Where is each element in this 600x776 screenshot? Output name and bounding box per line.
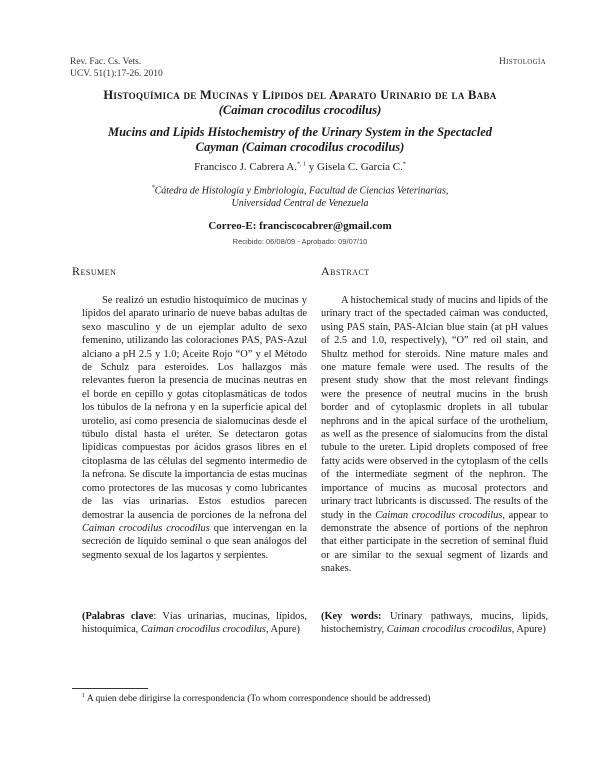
- abstract-heading: Abstract: [321, 264, 370, 278]
- abstract-text-a: A histochemical study of mucins and lipids of the urinary tract of the spectaded caiman was conducted, using PAS stain, PAS-Alcian blue stain (at pH values of 2.5 and 1.0, respectively), “O” red oil stain, and Shultz method for steroids. Nine mature males and one mature female were used. The results of the present study show that the most relevant findings were the presence of neutral mucins in the brush border and of cytoplasmic droplets in all tubular nephrons and in the apical surface of the urothelium, as well as the presence of sialomucins from the distal tubule to the ureter. Lipid droplets composed of free fatty acids were observed in the cytoplasm of the cells of the intermediate segment of the nephron. The importance of mucins as mucosal protectors and urinary tract lubricants is discussed. The results of the study in the: [321, 295, 548, 521]
- author-first-mark: *, 1: [297, 161, 307, 168]
- keywords-spanish: [82, 610, 307, 637]
- footnote-text: A quien debe dirigirse la correspondencia (To whom correspondence should be addressed): [85, 694, 431, 705]
- keywords-es-species: Caiman crocodilus crocodilus: [140, 624, 266, 636]
- keywords-en-text: Urinary pathways, mucins, lipids, histochemistry,: [321, 611, 548, 636]
- abstract-species: Caiman crocodilus crocodilus: [375, 509, 503, 521]
- english-title-line2: Cayman (Caiman crocodilus crocodilus): [195, 140, 405, 154]
- resumen-body: [82, 294, 307, 562]
- keywords-es-text: Vías urinarias, mucinas, lípidos, histoquímica,: [82, 611, 307, 636]
- spanish-title-species: (Caiman crocodilus crocodilus): [218, 103, 382, 117]
- resumen-text-b: que intervengan en la secreción de líquido seminal o que sean análogos del segmento sexual de los lagartos y serpientes.: [82, 522, 308, 561]
- affiliation: [0, 182, 600, 210]
- resumen-species: Caiman crocodilus crocodilus: [82, 522, 210, 534]
- keywords-en-species: Caiman crocodilus crocodilus: [386, 624, 512, 636]
- running-header-journal: [70, 56, 163, 80]
- author-second: y Gisela C. García C.: [306, 161, 403, 173]
- english-title: [0, 125, 600, 155]
- spanish-title: [0, 88, 600, 118]
- keywords-en-label: (Key words:: [321, 611, 382, 622]
- footnote-mark: 1: [82, 693, 85, 699]
- affiliation-line2: Universidad Central de Venezuela: [231, 198, 369, 210]
- footnote-rule: [72, 688, 148, 689]
- keywords-english: [321, 610, 548, 637]
- journal-name: Rev. Fac. Cs. Vets.: [70, 57, 142, 67]
- keywords-en-end: , Apure): [511, 624, 546, 636]
- author-second-mark: *: [402, 161, 406, 168]
- affiliation-mark: *: [151, 185, 155, 191]
- keywords-es-end: , Apure): [265, 624, 300, 636]
- email-label: Correo-E:: [208, 220, 257, 232]
- email-address[interactable]: franciscocabrer@gmail.com: [259, 220, 392, 232]
- spanish-title-main: Histoquímica de Mucinas y Lípidos del Aparato Urinario de la Baba: [103, 88, 497, 102]
- affiliation-line1: Cátedra de Histología y Embriología, Facultad de Ciencias Veterinarias,: [154, 185, 449, 197]
- contact-email: [0, 220, 600, 232]
- section-label: Histología: [498, 57, 546, 67]
- keywords-es-label: (Palabras clave: [82, 611, 154, 622]
- english-title-line1: Mucins and Lipids Histochemistry of the Urinary System in the Spectacled: [107, 125, 493, 139]
- journal-citation: UCV. 51(1):17-26. 2010: [70, 69, 163, 79]
- abstract-text-b: , appear to demonstrate the absence of portions of the nephron that either participate in the secretion of seminal fluid or are similar to the sexual segment of lizards and snakes.: [321, 509, 549, 575]
- abstract-body: [321, 294, 548, 576]
- received-approved-dates: Recibido: 06/08/09 - Aprobado: 09/07/10: [232, 237, 368, 246]
- footnote: [82, 693, 430, 704]
- authors: [0, 161, 600, 173]
- keywords-es-colon: :: [153, 611, 157, 622]
- resumen-text-a: Se realizó un estudio histoquímico de mucinas y lípidos del aparato urinario de nueve babas adultas de sexo masculino y de un ejemplar adulto de sexo femenino, utilizando las coloraciones PAS, PAS-Azul alciano a pH 2.5 y 1.0; Aceite Rojo “O” y el Método de Schulz para esteroides. Los hallazgos más relevantes fueron la presencia de mucinas neutras en el borde en cepillo y gotas citoplasmáticas de todos los túbulos de la nefrona y en la superficie apical del urotelio, así como presencia de sialomucinas desde el túbulo distal hasta el uréter. Se detectaron gotas lipídicas compuestas por ácidos grasos libres en el citoplasma de las células del segmento intermedio de la nefrona. Se discute la importancia de estas mucinas como protectores de las mucosas y como lubricantes de las vías urinarias. Estos estudios parecen demostrar la ausencia de porciones de la nefrona del: [82, 295, 307, 521]
- author-first: Francisco J. Cabrera A.: [194, 161, 298, 173]
- resumen-heading: Resumen: [72, 264, 117, 278]
